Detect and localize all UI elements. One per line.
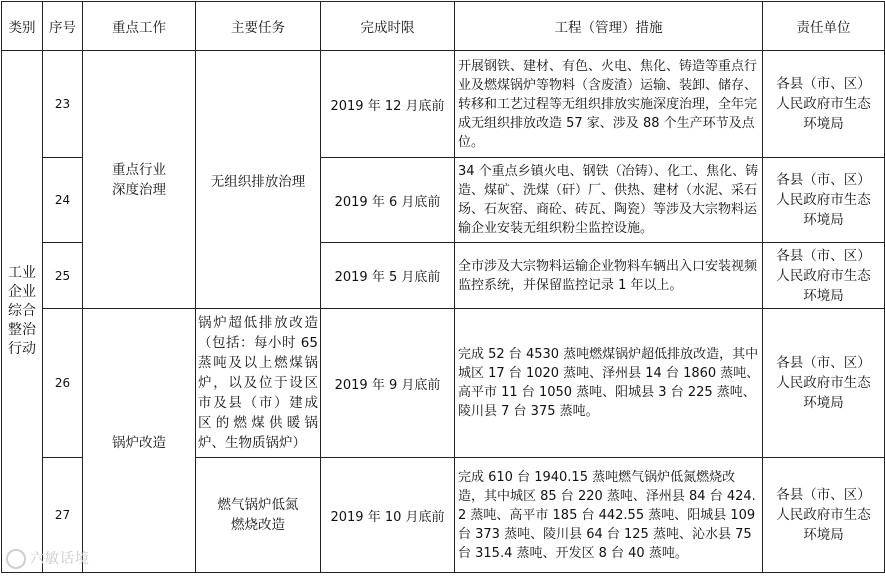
task-cell (196, 458, 321, 573)
work-label: 重点行业深度治理 (112, 161, 166, 198)
category-label: 工业企业综合整治行动 (8, 265, 36, 357)
header-deadline: 完成时限 (321, 2, 455, 51)
watermark (6, 548, 90, 569)
measure-cell: 34 个重点乡镇火电、钢铁（冶铸）、化工、焦化、铸造、煤矿、洗煤（矸）厂、供热、建材（水泥、采石场、石灰窑、商砼、砖瓦、陶瓷）等涉及大宗物料运输企业安装无组织粉尘监控设施。 (455, 158, 763, 243)
header-category: 类别 (2, 2, 43, 51)
measure-cell: 全市涉及大宗物料运输企业物料车辆出入口安装视频监控系统，并保留监控记录 1 年以上。 (455, 243, 763, 309)
task-cell: 无组织排放治理 (196, 51, 321, 309)
unit-label: 各县（市、区）人民政府市生态环境局 (776, 172, 871, 228)
header-work: 重点工作 (83, 2, 196, 51)
unit-cell (763, 243, 885, 309)
task-label: 燃气锅炉低氮燃烧改造 (217, 497, 299, 533)
unit-label: 各县（市、区）人民政府市生态环境局 (776, 355, 871, 411)
task-table (1, 1, 885, 573)
measure-cell: 完成 52 台 4530 蒸吨燃煤锅炉超低排放改造，其中城区 17 台 1020 蒸吨、泽州县 14 台 1860 蒸吨、高平市 11 台 1050 蒸吨、阳城县 3 台 225 蒸吨、陵川县 7 台 375 蒸吨。 (455, 309, 763, 458)
table-row (2, 309, 885, 458)
unit-cell (763, 458, 885, 573)
deadline-cell: 2019 年 5 月底前 (321, 243, 455, 309)
work-cell (83, 51, 196, 309)
unit-cell (763, 158, 885, 243)
deadline-cell: 2019 年 12 月底前 (321, 51, 455, 158)
header-measure: 工程（管理）措施 (455, 2, 763, 51)
measure-cell: 开展钢铁、建材、有色、火电、焦化、铸造等重点行业及燃煤锅炉等物料（含废渣）运输、装卸、储存、转移和工艺过程等无组织排放实施深度治理，全年完成无组织排放改造 57 家、涉及 88 个生产环节及点位。 (455, 51, 763, 158)
table-row (2, 51, 885, 158)
category-cell (2, 51, 43, 573)
seq-cell: 23 (43, 51, 83, 158)
header-row (2, 2, 885, 51)
deadline-cell: 2019 年 6 月底前 (321, 158, 455, 243)
header-seq: 序号 (43, 2, 83, 51)
unit-cell (763, 309, 885, 458)
seq-cell: 24 (43, 158, 83, 243)
unit-label: 各县（市、区）人民政府市生态环境局 (776, 76, 871, 132)
watermark-logo-icon (6, 549, 26, 569)
seq-cell: 27 (43, 458, 83, 573)
unit-label: 各县（市、区）人民政府市生态环境局 (776, 247, 871, 304)
header-task: 主要任务 (196, 2, 321, 51)
work-cell: 锅炉改造 (83, 309, 196, 573)
seq-cell: 26 (43, 309, 83, 458)
header-unit: 责任单位 (763, 2, 885, 51)
unit-cell (763, 51, 885, 158)
deadline-cell: 2019 年 10 月底前 (321, 458, 455, 573)
deadline-cell: 2019 年 9 月底前 (321, 309, 455, 458)
measure-cell: 完成 610 台 1940.15 蒸吨燃气锅炉低氮燃烧改造，其中城区 85 台 220 蒸吨、泽州县 84 台 424.2 蒸吨、高平市 185 台 442.55 蒸吨、阳城县 109 台 373 蒸吨、陵川县 64 台 125 蒸吨、沁水县 75 台 315.4 蒸吨、开发区 8 台 40 蒸吨。 (455, 458, 763, 573)
seq-cell: 25 (43, 243, 83, 309)
unit-label: 各县（市、区）人民政府市生态环境局 (776, 487, 871, 543)
watermark-text: 六敏话境 (30, 551, 90, 567)
task-cell: 锅炉超低排放改造（包括：每小时 65 蒸吨及以上燃煤锅炉，以及位于设区市及县（市）建成区的燃煤供暖锅炉、生物质锅炉） (196, 309, 321, 458)
